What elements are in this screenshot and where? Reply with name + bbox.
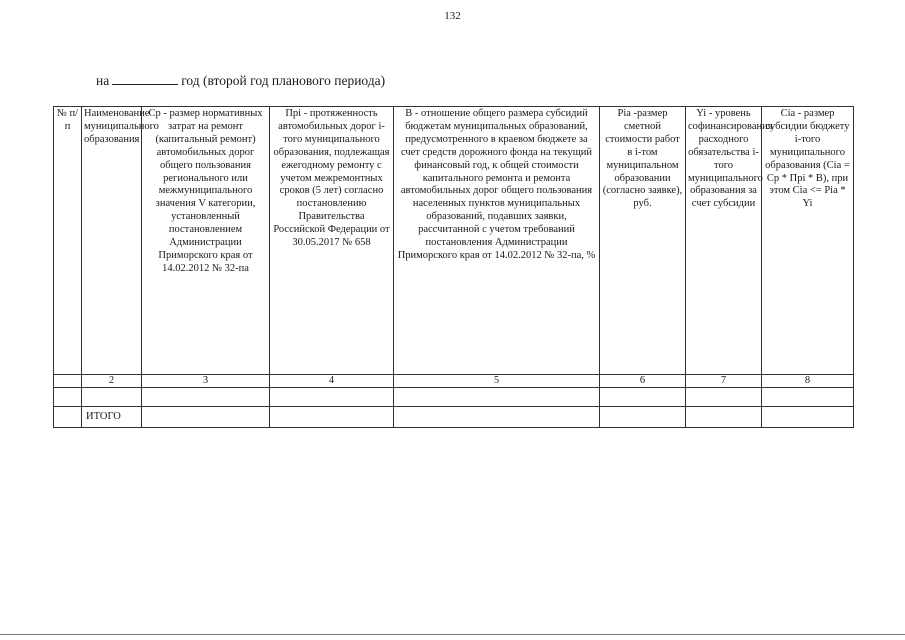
header-cell-pri: Пpi - протяженность автомобильных дорог i-того муниципального образования, подлежащая ежегодному ремонту с учетом межремонтных сроков (5 лет) согласно постановлению Правительства Российской Федерации от 30.05.2017 № 658 xyxy=(270,107,394,375)
column-number-7: 7 xyxy=(686,375,762,388)
total-cell xyxy=(270,407,394,428)
empty-cell xyxy=(82,388,142,407)
column-number-8: 8 xyxy=(762,375,854,388)
total-cell xyxy=(762,407,854,428)
column-number-4: 4 xyxy=(270,375,394,388)
year-blank-line xyxy=(112,72,178,85)
header-cell-pia: Pia -размер сметной стоимости работ в i-том муниципальном образовании (согласно заявке), руб. xyxy=(600,107,686,375)
column-number-row xyxy=(54,375,854,388)
header-cell-cp: Ср - размер нормативных затрат на ремонт (капитальный ремонт) автомобильных дорог общего пользования регионального или межмуниципального значения V категории, установленный постановлением Администрации Приморского края от 14.02.2012 № 32-па xyxy=(142,107,270,375)
empty-cell xyxy=(762,388,854,407)
column-number-1 xyxy=(54,375,82,388)
heading-suffix: год (второй год планового периода) xyxy=(181,73,386,88)
total-cell xyxy=(686,407,762,428)
column-number-6: 6 xyxy=(600,375,686,388)
page-bottom-rule xyxy=(0,634,905,635)
form-heading xyxy=(96,72,385,89)
total-cell xyxy=(600,407,686,428)
empty-data-row xyxy=(54,388,854,407)
empty-cell xyxy=(394,388,600,407)
header-cell-cia: Cia - размер субсидии бюджету i-того муниципального образования (Cia = Ср * Пpi * В), при этом Cia <= Pia * Yi xyxy=(762,107,854,375)
header-row xyxy=(54,107,854,375)
header-cell-yi: Yi - уровень софинансирования расходного обязательства i-того муниципального образования за счет субсидии xyxy=(686,107,762,375)
header-cell-number: № п/п xyxy=(54,107,82,375)
column-number-3: 3 xyxy=(142,375,270,388)
empty-cell xyxy=(270,388,394,407)
empty-cell xyxy=(600,388,686,407)
total-number-cell xyxy=(54,407,82,428)
column-number-2: 2 xyxy=(82,375,142,388)
page-number: 132 xyxy=(444,10,461,22)
total-label: ИТОГО xyxy=(82,407,142,428)
header-cell-b: В - отношение общего размера субсидий бюджетам муниципальных образований, предусмотренного в краевом бюджете за счет средств дорожного фонда на текущий финансовый год, к общей стоимости капитального ремонта и ремонта автомобильных дорог общего пользования населенных пунктов муниципальных образований, подавших заявки, рассчитанной с учетом требований постановления Администрации Приморского края от 14.02.2012 № 32-па, % xyxy=(394,107,600,375)
column-number-5: 5 xyxy=(394,375,600,388)
heading-prefix: на xyxy=(96,73,110,88)
header-cell-municipality: Наименование муниципального образования xyxy=(82,107,142,375)
total-cell xyxy=(142,407,270,428)
subsidy-calculation-table xyxy=(53,106,854,428)
empty-cell xyxy=(54,388,82,407)
total-row xyxy=(54,407,854,428)
empty-cell xyxy=(686,388,762,407)
total-cell xyxy=(394,407,600,428)
empty-cell xyxy=(142,388,270,407)
